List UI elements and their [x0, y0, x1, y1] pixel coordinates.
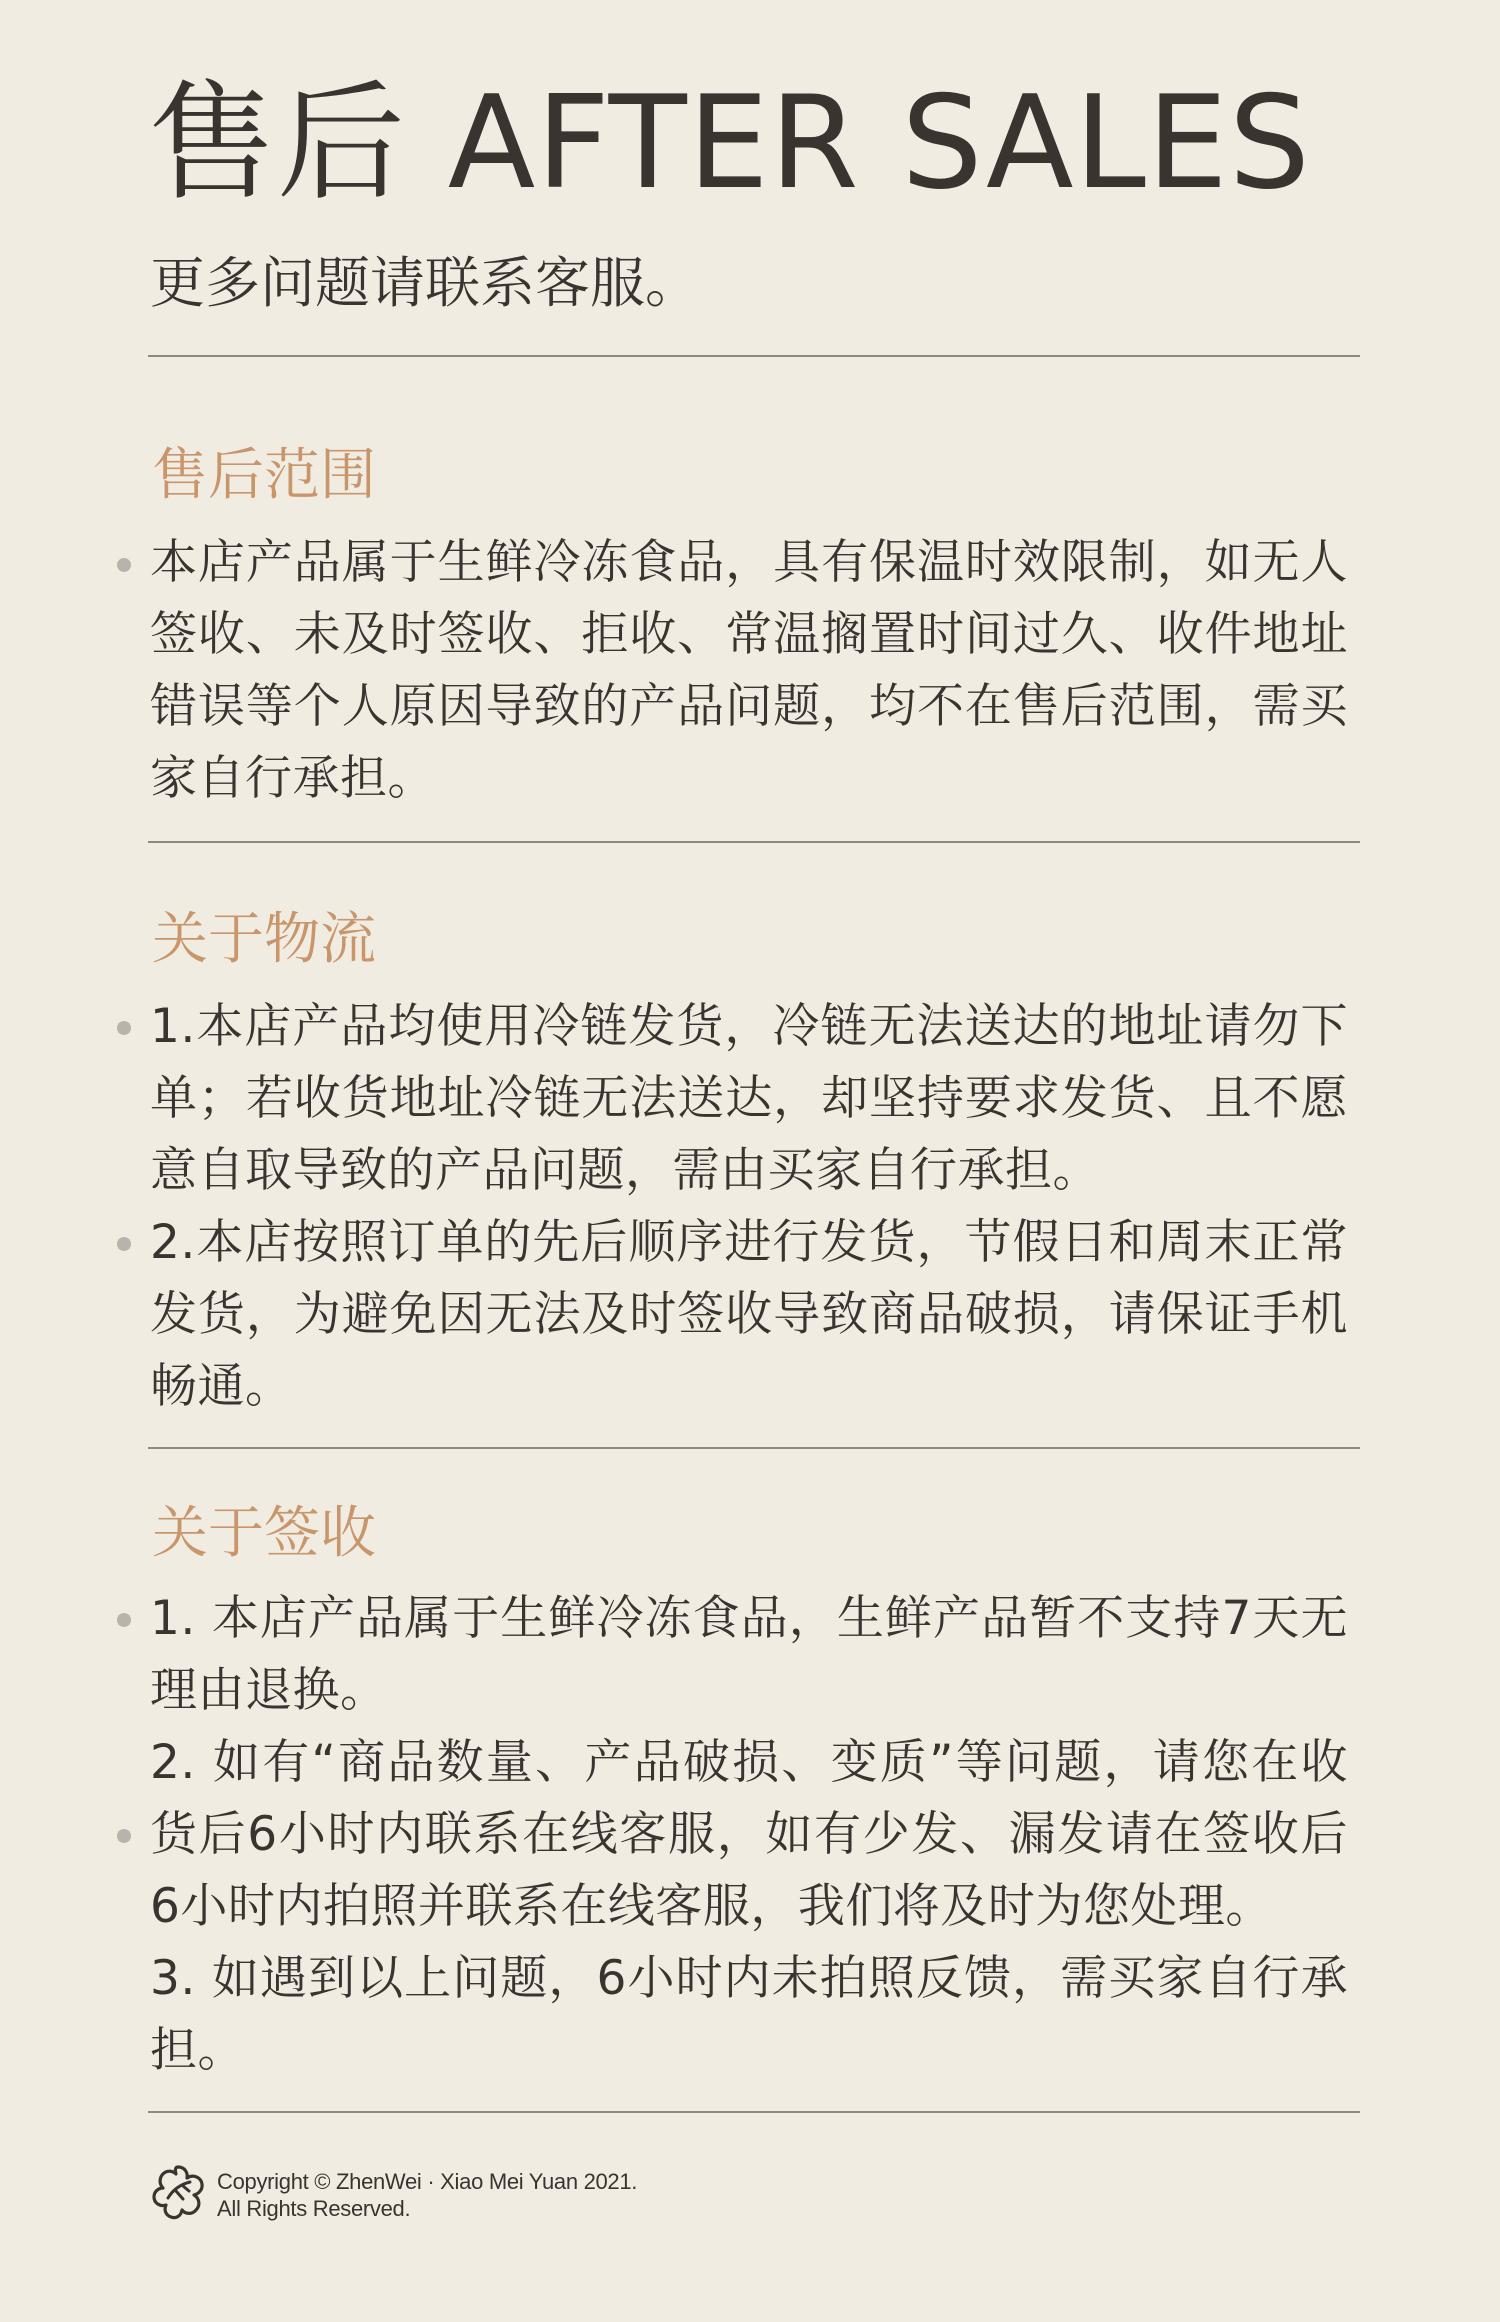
copyright-line-2: All Rights Reserved. — [217, 2196, 411, 2221]
section-divider — [148, 2111, 1360, 2113]
bullet-dot — [117, 1021, 131, 1035]
scope-paragraph: 本店产品属于生鲜冷冻食品，具有保温时效限制，如无人签收、未及时签收、拒收、常温搁置时间过久、收件地址错误等个人原因导致的产品问题，均不在售后范围，需买家自行承担。 — [150, 535, 1348, 806]
copyright-text — [217, 2168, 637, 2222]
bullet-dot — [117, 1613, 131, 1627]
bullet-dot — [117, 1237, 131, 1251]
section-title-receipt: 关于签收 — [152, 1501, 376, 1566]
page-title: 售后 AFTER SALES — [148, 69, 1311, 218]
section-divider — [148, 841, 1360, 843]
receipt-paragraph-1: 1. 本店产品属于生鲜冷冻食品，生鲜产品暂不支持7天无理由退换。 — [150, 1591, 1348, 1718]
receipt-paragraph-3: 3. 如遇到以上问题，6小时内未拍照反馈，需买家自行承担。 — [150, 1951, 1348, 2078]
page-subtitle: 更多问题请联系客服。 — [150, 251, 701, 315]
section-title-logistics: 关于物流 — [152, 907, 376, 972]
logistics-paragraph-2: 2.本店按照订单的先后顺序进行发货，节假日和周末正常发货，为避免因无法及时签收导致商品破损，请保证手机畅通。 — [150, 1215, 1348, 1414]
receipt-paragraph-2: 2. 如有“商品数量、产品破损、变质”等问题，请您在收货后6小时内联系在线客服，如有少发、漏发请在签收后6小时内拍照并联系在线客服，我们将及时为您处理。 — [150, 1735, 1348, 1934]
copyright-line-1: Copyright © ZhenWei · Xiao Mei Yuan 2021. — [217, 2169, 638, 2194]
bullet-dot — [117, 558, 131, 572]
bullet-dot — [117, 1829, 131, 1843]
header-divider — [148, 355, 1360, 357]
section-title-scope: 售后范围 — [152, 443, 376, 508]
logistics-paragraph-1: 1.本店产品均使用冷链发货，冷链无法送达的地址请勿下单；若收货地址冷链无法送达，却坚持要求发货、且不愿意自取导致的产品问题，需由买家自行承担。 — [150, 999, 1348, 1198]
flower-logo-icon — [146, 2160, 210, 2224]
section-divider — [148, 1447, 1360, 1449]
